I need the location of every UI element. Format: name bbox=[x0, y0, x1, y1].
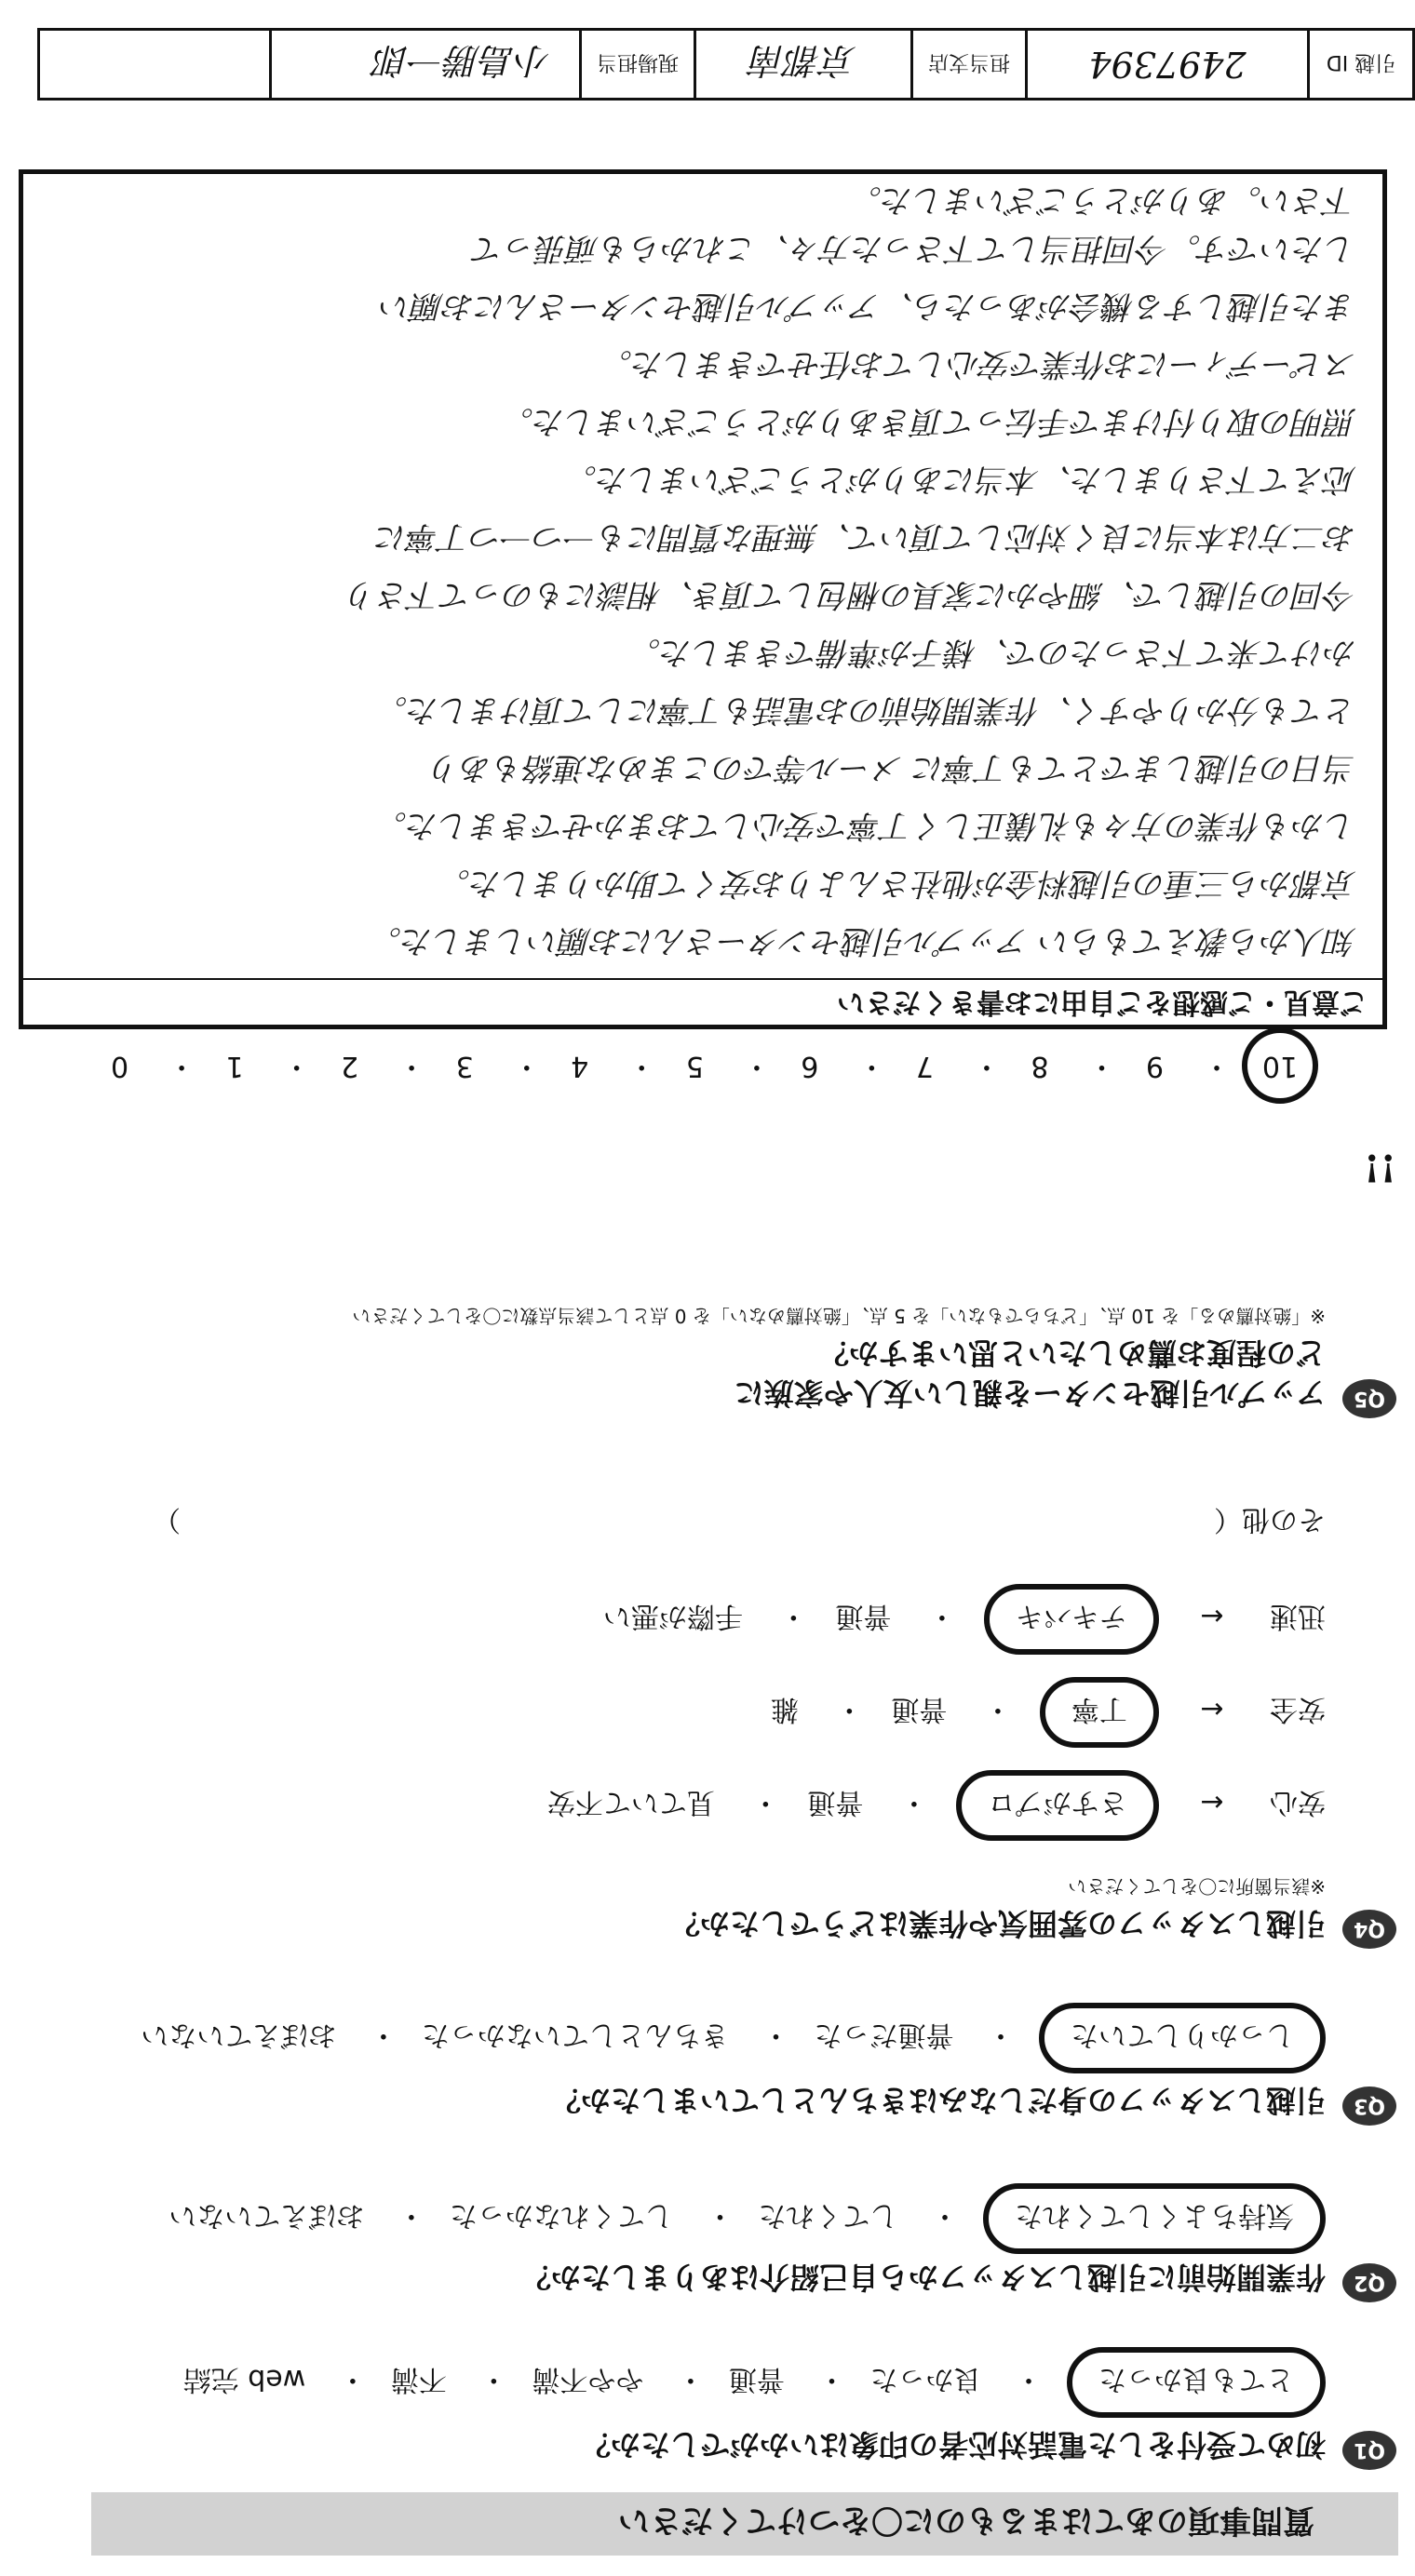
q4-option[interactable]: 雑 bbox=[770, 1693, 799, 1725]
scale-option[interactable]: 4 bbox=[571, 1050, 589, 1082]
comment-line: しかも作業の方々も礼儀正しく丁寧で安心しておまかせできました。 bbox=[375, 807, 1356, 844]
q4-other-text: その他（ ） bbox=[153, 1503, 1326, 1536]
q4-option[interactable]: 普通 bbox=[835, 1600, 892, 1632]
q2-option[interactable]: おぼえていない bbox=[168, 2199, 365, 2232]
q4-row-jinsoku: 迅速 ← テキパキ・ 普通・ 手際が悪い bbox=[575, 1584, 1326, 1655]
recommend-scale: 10・ 9・ 8・ 7・ 6・ 5・ 4・ 3・ 2・ 1・ 0 bbox=[92, 1027, 1318, 1104]
comment-line: したいです。今回担当して下さった方々、これからも頑張って bbox=[472, 230, 1356, 267]
q1-option[interactable]: 不満 bbox=[390, 2363, 447, 2395]
q4-row-anshin: 安心 ← さすがプロ・ 普通・ 見ていて不安 bbox=[519, 1770, 1326, 1841]
scale-option[interactable]: 1 bbox=[225, 1050, 244, 1082]
comments-box[interactable] bbox=[19, 169, 1387, 1029]
q3-option[interactable]: おぼえていない bbox=[141, 2019, 337, 2051]
question-2-text: 作業開始前に引越しスタッフから自己紹介はありましたか？ bbox=[520, 2260, 1326, 2295]
arrow-left-icon: ← bbox=[1200, 1786, 1224, 1818]
q2-option[interactable]: してくれなかった bbox=[449, 2199, 673, 2232]
q2-option-selected[interactable]: 気持ちよくしてくれた bbox=[983, 2183, 1326, 2254]
q4-row-label: 迅速 bbox=[1270, 1600, 1326, 1632]
question-3-options: しっかりしていた・ 普通だった・ きちんとしていなかった・ おぼえていない bbox=[116, 2003, 1326, 2073]
scale-option[interactable]: 7 bbox=[915, 1050, 934, 1082]
move-id-value: 2497394 bbox=[1025, 31, 1307, 98]
handwritten-mark: !! bbox=[1363, 1146, 1396, 1189]
question-3-text: 引越しスタッフの身だしなみはきちんとしていましたか？ bbox=[550, 2083, 1326, 2118]
q4-row-anzen: 安全 ← 丁寧・ 普通・ 雑 bbox=[743, 1677, 1326, 1748]
instructions-bar bbox=[91, 2492, 1398, 2556]
q4-option-selected[interactable]: 丁寧 bbox=[1040, 1677, 1159, 1748]
arrow-left-icon: ← bbox=[1200, 1693, 1224, 1725]
scale-option[interactable]: 5 bbox=[685, 1050, 704, 1082]
q3-option[interactable]: 普通だった bbox=[814, 2019, 954, 2051]
comment-line: 下さい。ありがとうございました。 bbox=[850, 181, 1356, 219]
scale-option[interactable]: 3 bbox=[455, 1050, 474, 1082]
scale-option[interactable]: 8 bbox=[1031, 1050, 1049, 1082]
comment-line: とても分かりやすく、作業開始前のお電話も丁寧にして頂けました。 bbox=[375, 691, 1356, 729]
branch-label: 担当支店 bbox=[910, 31, 1025, 98]
question-5 bbox=[78, 1304, 1386, 1413]
q4-option[interactable]: 見ていて不安 bbox=[546, 1786, 715, 1818]
comments-title: ご意見・ご感想をご自由にお書きください bbox=[23, 978, 1382, 1025]
q1-option[interactable]: web 完結 bbox=[182, 2363, 306, 2395]
comment-line: 当日の引越しまでとても丁寧に メール等でのこまめな連絡もあり bbox=[428, 749, 1356, 786]
question-3 bbox=[78, 2080, 1386, 2120]
instructions-text: 質問事項のあてはまるものに〇をつけてください bbox=[618, 2502, 1314, 2540]
question-4 bbox=[78, 1874, 1386, 1943]
q4-option[interactable]: 普通 bbox=[807, 1786, 864, 1818]
q4-option-selected[interactable]: さすがプロ bbox=[956, 1770, 1159, 1841]
question-5-line-2: どの程度お薦めしたいと思いますか？ bbox=[818, 1335, 1326, 1371]
comment-line: 今回の引越しで、細やかに家具の梱包して頂き、相談にものって下さり bbox=[345, 576, 1356, 613]
q4-row-label: 安全 bbox=[1270, 1693, 1326, 1725]
q1-option[interactable]: 良かった bbox=[869, 2363, 982, 2395]
move-id-label: 引越 ID bbox=[1307, 31, 1412, 98]
question-5-line-1: アップル引越センターを親しい友人や家族に bbox=[734, 1375, 1326, 1411]
question-1-badge: Q1 bbox=[1342, 2431, 1396, 2470]
q1-option[interactable]: やや不満 bbox=[532, 2363, 644, 2395]
scale-option[interactable]: 6 bbox=[801, 1050, 819, 1082]
q3-option[interactable]: きちんとしていなかった bbox=[421, 2019, 729, 2051]
branch-value: 京都南 bbox=[694, 31, 910, 98]
question-2-options: 気持ちよくしてくれた・ してくれた・ してくれなかった・ おぼえていない bbox=[144, 2183, 1326, 2254]
q4-option-selected[interactable]: テキパキ bbox=[984, 1584, 1159, 1655]
arrow-left-icon: ← bbox=[1200, 1600, 1224, 1632]
q4-option[interactable]: 普通 bbox=[891, 1693, 948, 1725]
comment-line: 知人から教えてもらい アップル引越センターさんにお願いしました。 bbox=[370, 922, 1356, 959]
question-1 bbox=[78, 2424, 1386, 2464]
question-4-note: ※該当箇所に〇をしてください bbox=[1068, 1874, 1326, 1898]
info-empty-cell bbox=[40, 31, 269, 98]
info-table bbox=[37, 28, 1415, 101]
question-3-badge: Q3 bbox=[1342, 2086, 1396, 2126]
comment-line: かけて来て下さったので、様子が準備できました。 bbox=[628, 634, 1356, 671]
comment-line: 照明の取り付けまで手伝って頂きありがとうございました。 bbox=[502, 403, 1356, 440]
question-5-badge: Q5 bbox=[1342, 1379, 1396, 1418]
q1-option[interactable]: 普通 bbox=[728, 2363, 785, 2395]
question-1-text: 初めて受付をした電話対応者の印象はいかがでしたか？ bbox=[580, 2427, 1326, 2462]
question-5-note: ※「絶対薦める」を 10 点、「どちらでもない」を 5 点、「絶対薦めない」を 0 点として該当点数に〇をしてください bbox=[352, 1304, 1326, 1327]
q4-other-field[interactable] bbox=[153, 1502, 1326, 1543]
comment-line: お二方は本当に良く対応して頂いて、無理な質問にも一つ一つ丁寧に bbox=[375, 518, 1356, 556]
site-leader-label: 現場担当 bbox=[579, 31, 694, 98]
comment-line: 京都から三重の引越料金が他社さんよりお安くて助かりました。 bbox=[438, 865, 1356, 902]
question-5-text bbox=[78, 1333, 1326, 1413]
scale-option-selected[interactable]: 10 bbox=[1242, 1027, 1318, 1104]
comment-line: 応えて下さりました、本当にありがとうございました。 bbox=[565, 461, 1356, 498]
question-2 bbox=[78, 2257, 1386, 2297]
q4-row-label: 安心 bbox=[1270, 1786, 1326, 1818]
scale-option[interactable]: 0 bbox=[110, 1050, 129, 1082]
comment-line: スピーディーにお作業で安心してお任せできました。 bbox=[600, 345, 1356, 382]
scale-option[interactable]: 2 bbox=[341, 1050, 359, 1082]
q1-option-selected[interactable]: とても良かった bbox=[1067, 2347, 1326, 2418]
q2-option[interactable]: してくれた bbox=[758, 2199, 898, 2232]
question-2-badge: Q2 bbox=[1342, 2263, 1396, 2302]
question-4-badge: Q4 bbox=[1342, 1910, 1396, 1949]
question-1-options: とても良かった・ 良かった・ 普通・ やや不満・ 不満・ web 完結 bbox=[159, 2347, 1326, 2418]
question-4-text: 引越しスタッフの雰囲気や作業はどうでしたか？ bbox=[669, 1906, 1326, 1941]
q3-option-selected[interactable]: しっかりしていた bbox=[1039, 2003, 1326, 2073]
scale-option[interactable]: 9 bbox=[1145, 1050, 1164, 1082]
q4-option[interactable]: 手際が悪い bbox=[602, 1600, 743, 1632]
site-leader-value: 小島勝一郎 bbox=[269, 31, 579, 98]
comment-line: また引越しする機会があったら、アップル引越センターさんにお願い bbox=[380, 288, 1356, 325]
